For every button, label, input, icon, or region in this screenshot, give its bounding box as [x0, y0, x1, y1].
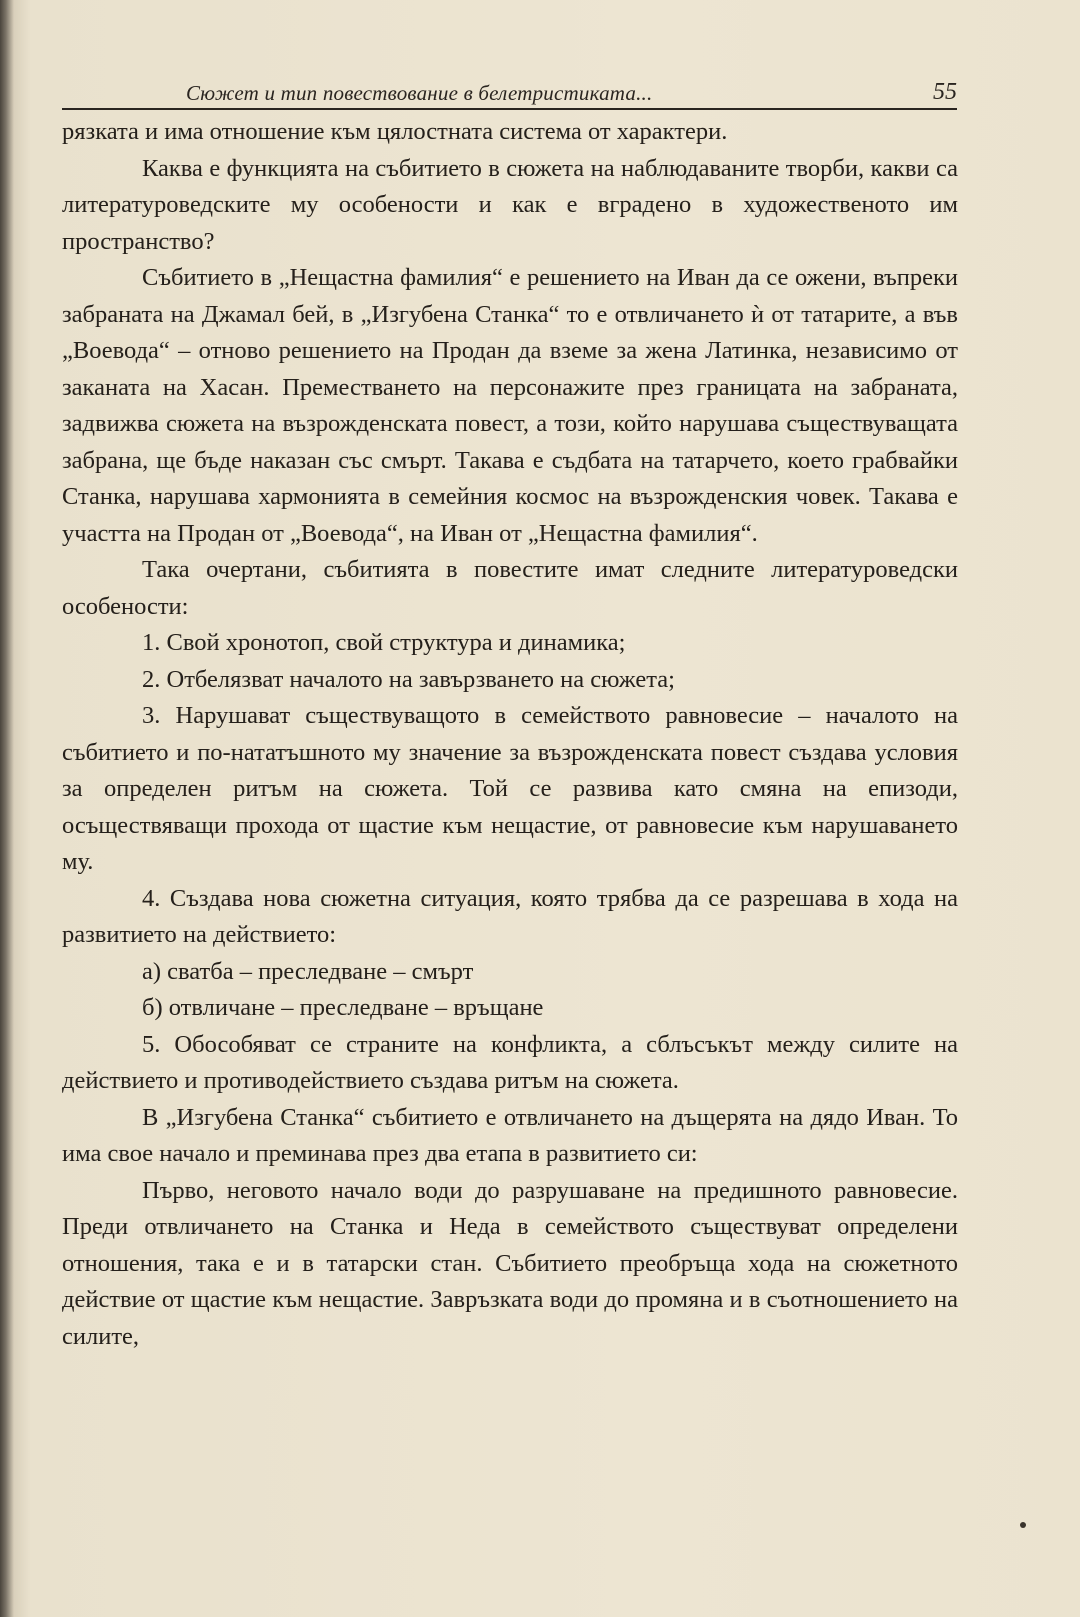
list-item: 3. Нарушават съществуващото в семейството равновесие – началото на събитието и по-нататъшното му значение за възрожденската повест създава условия за определен ритъм на сюжета. Той се развива като смяна на епизоди, осъществяващи прохода от щастие към нещастие, от равновесие към нарушаването му. — [62, 702, 958, 875]
paragraph: Събитието в „Нещастна фамилия“ е решението на Иван да се ожени, въпреки забраната на Джамал бей, в „Изгубена Станка“ то е отвличането ѝ от татарите, а във „Воевода“ – отново решението на Продан да вземе за жена Латинка, независимо от заканата на Хасан. Преместването на персонажите през границата на забраната, задвижва сюжета на възрожденската повест, а този, който нарушава съществуващата забрана, ще бъде наказан със смърт. Такава е съдбата на татарчето, което грабвайки Станка, нарушава хармонията в семейния космос на възрожденския човек. Такава е участта на Продан от „Воевода“, на Иван от „Нещастна фамилия“. — [62, 264, 958, 547]
paragraph: Първо, неговото начало води до разрушаване на предишното равновесие. Преди отвличането на Станка и Неда в семейството съществуват определени отношения, така е и в татарски стан. Събитието преобръща хода на сюжетното действие от щастие към нещастие. Завръзката води до промяна и в съотношението на силите, — [62, 1176, 958, 1350]
sub-list-item: б) отвличане – преследване – връщане — [142, 994, 544, 1021]
ink-mark-icon — [1020, 1522, 1026, 1528]
paragraph: Така очертани, събитията в повестите имат следните литературоведски особености: — [62, 556, 958, 620]
list-item: 4. Създава нова сюжетна ситуация, която трябва да се разрешава в хода на развитието на действието: — [62, 884, 958, 948]
list-item: 5. Обособяват се страните на конфликта, а сблъсъкът между силите на действието и противодействието създава ритъм на сюжета. — [62, 1030, 958, 1094]
paragraph: В „Изгубена Станка“ събитието е отвличането на дъщерята на дядо Иван. То има свое начало и преминава през два етапа в развитието си: — [62, 1103, 958, 1167]
list-item: 2. Отбелязват началото на завързването на сюжета; — [142, 665, 675, 693]
running-title: Сюжет и тип повествование в белетристиката... — [186, 81, 653, 105]
sub-list-item: а) сватба – преследване – смърт — [142, 957, 474, 985]
paragraph: Каква е функцията на събитието в сюжета на наблюдаваните творби, какви са литературоведските му особености и как е вградено в художественото им пространство? — [62, 154, 958, 255]
body-text — [62, 114, 958, 1355]
list-item: 1. Свой хронотоп, свой структура и динамика; — [142, 629, 626, 656]
page-number: 55 — [933, 79, 957, 105]
paragraph: рязката и има отношение към цялостната система от характери. — [62, 118, 728, 145]
running-header — [62, 78, 957, 110]
